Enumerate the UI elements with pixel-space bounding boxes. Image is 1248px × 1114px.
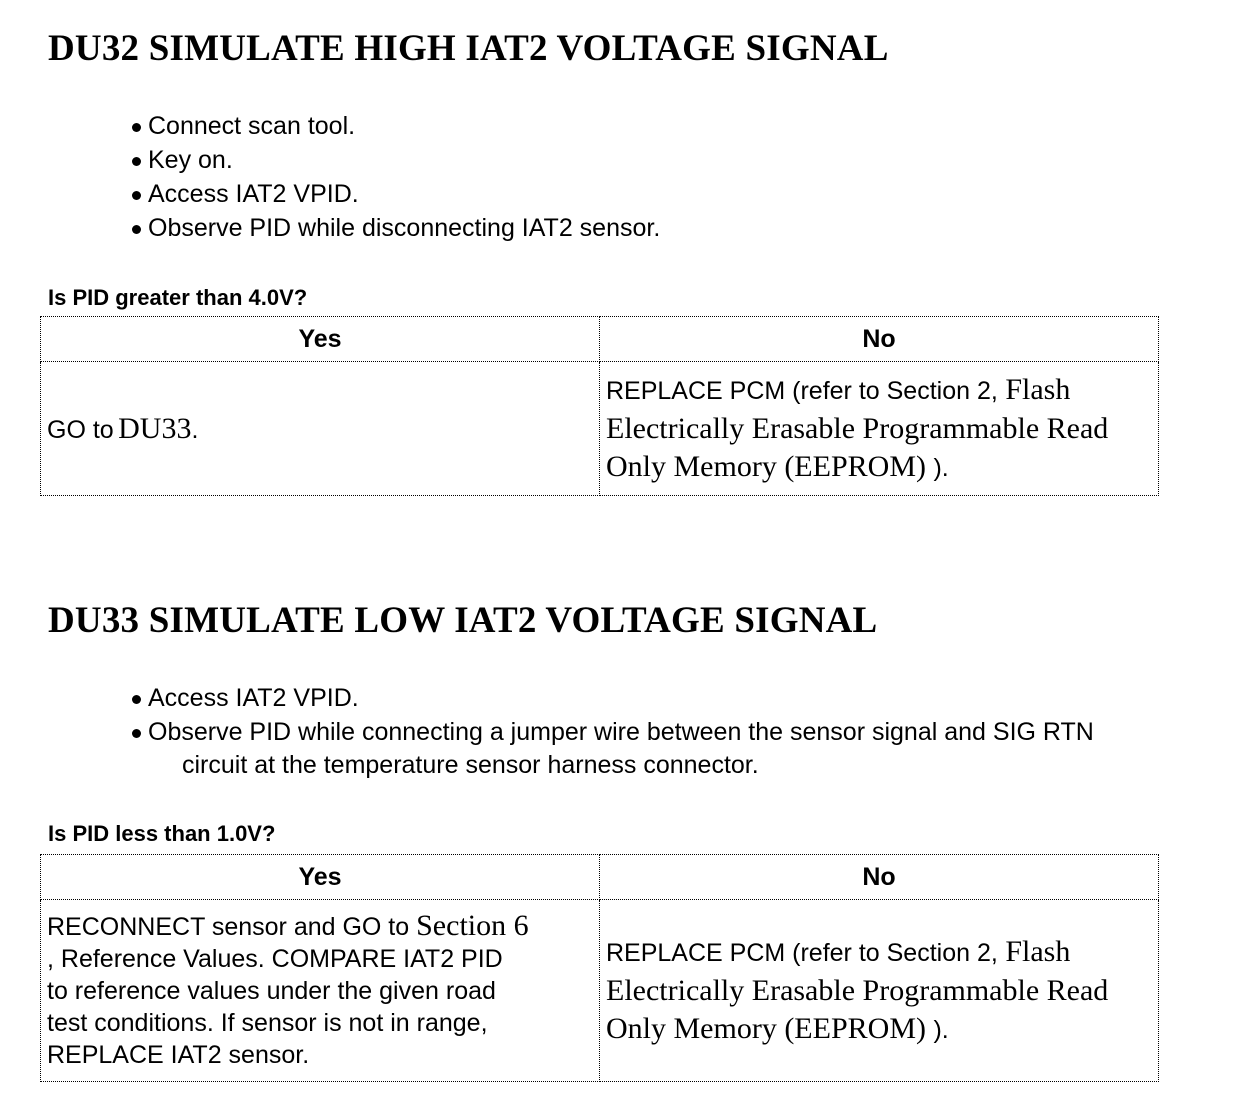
list-item: Key on.: [130, 143, 660, 177]
bullet-icon: [132, 123, 141, 132]
list-item: Access IAT2 VPID.: [130, 177, 660, 211]
du33-link[interactable]: DU33: [118, 411, 192, 445]
no-header: No: [600, 317, 1159, 362]
no-header: No: [600, 855, 1159, 900]
flash-eeprom-link[interactable]: Flash Electrically Erasable Programmable Read Only Memory (EEPROM): [606, 372, 1109, 483]
yes-header: Yes: [41, 317, 600, 362]
no-cell: REPLACE PCM (refer to Section 2, Flash Electrically Erasable Programmable Read Only Memory (EEPROM) ).: [600, 900, 1159, 1082]
section-6-link[interactable]: Section 6: [416, 909, 529, 942]
du33-decision-table: [40, 854, 1159, 1082]
table-row: [41, 900, 1159, 1082]
no-cell: REPLACE PCM (refer to Section 2, Flash Electrically Erasable Programmable Read Only Memory (EEPROM) ).: [600, 362, 1159, 496]
du32-steps: [130, 109, 660, 245]
table-row: [41, 362, 1159, 496]
bullet-icon: [132, 191, 141, 200]
list-item: Access IAT2 VPID.: [130, 681, 1094, 715]
bullet-icon: [132, 695, 141, 704]
list-item: Observe PID while connecting a jumper wire between the sensor signal and SIG RTN circuit at the temperature sensor harness connector.: [130, 715, 1094, 782]
du32-decision-table: [40, 316, 1159, 496]
flash-eeprom-link[interactable]: Flash Electrically Erasable Programmable Read Only Memory (EEPROM): [606, 934, 1109, 1045]
yes-header: Yes: [41, 855, 600, 900]
du32-question: Is PID greater than 4.0V?: [48, 285, 308, 310]
bullet-icon: [132, 729, 141, 738]
du33-question: Is PID less than 1.0V?: [48, 821, 276, 846]
list-item: Connect scan tool.: [130, 109, 660, 143]
bullet-icon: [132, 157, 141, 166]
du33-steps: [130, 681, 1094, 782]
list-item: Observe PID while disconnecting IAT2 sensor.: [130, 211, 660, 245]
yes-cell: RECONNECT sensor and GO to Section 6 , Reference Values. COMPARE IAT2 PID to reference values under the given road test conditions. If sensor is not in range, REPLACE IAT2 sensor.: [41, 900, 600, 1082]
du33-heading: DU33 SIMULATE LOW IAT2 VOLTAGE SIGNAL: [48, 600, 878, 641]
table-header-row: [41, 317, 1159, 362]
du32-heading: DU32 SIMULATE HIGH IAT2 VOLTAGE SIGNAL: [48, 28, 889, 69]
table-header-row: [41, 855, 1159, 900]
yes-cell: GO to DU33.: [41, 362, 600, 496]
bullet-icon: [132, 225, 141, 234]
